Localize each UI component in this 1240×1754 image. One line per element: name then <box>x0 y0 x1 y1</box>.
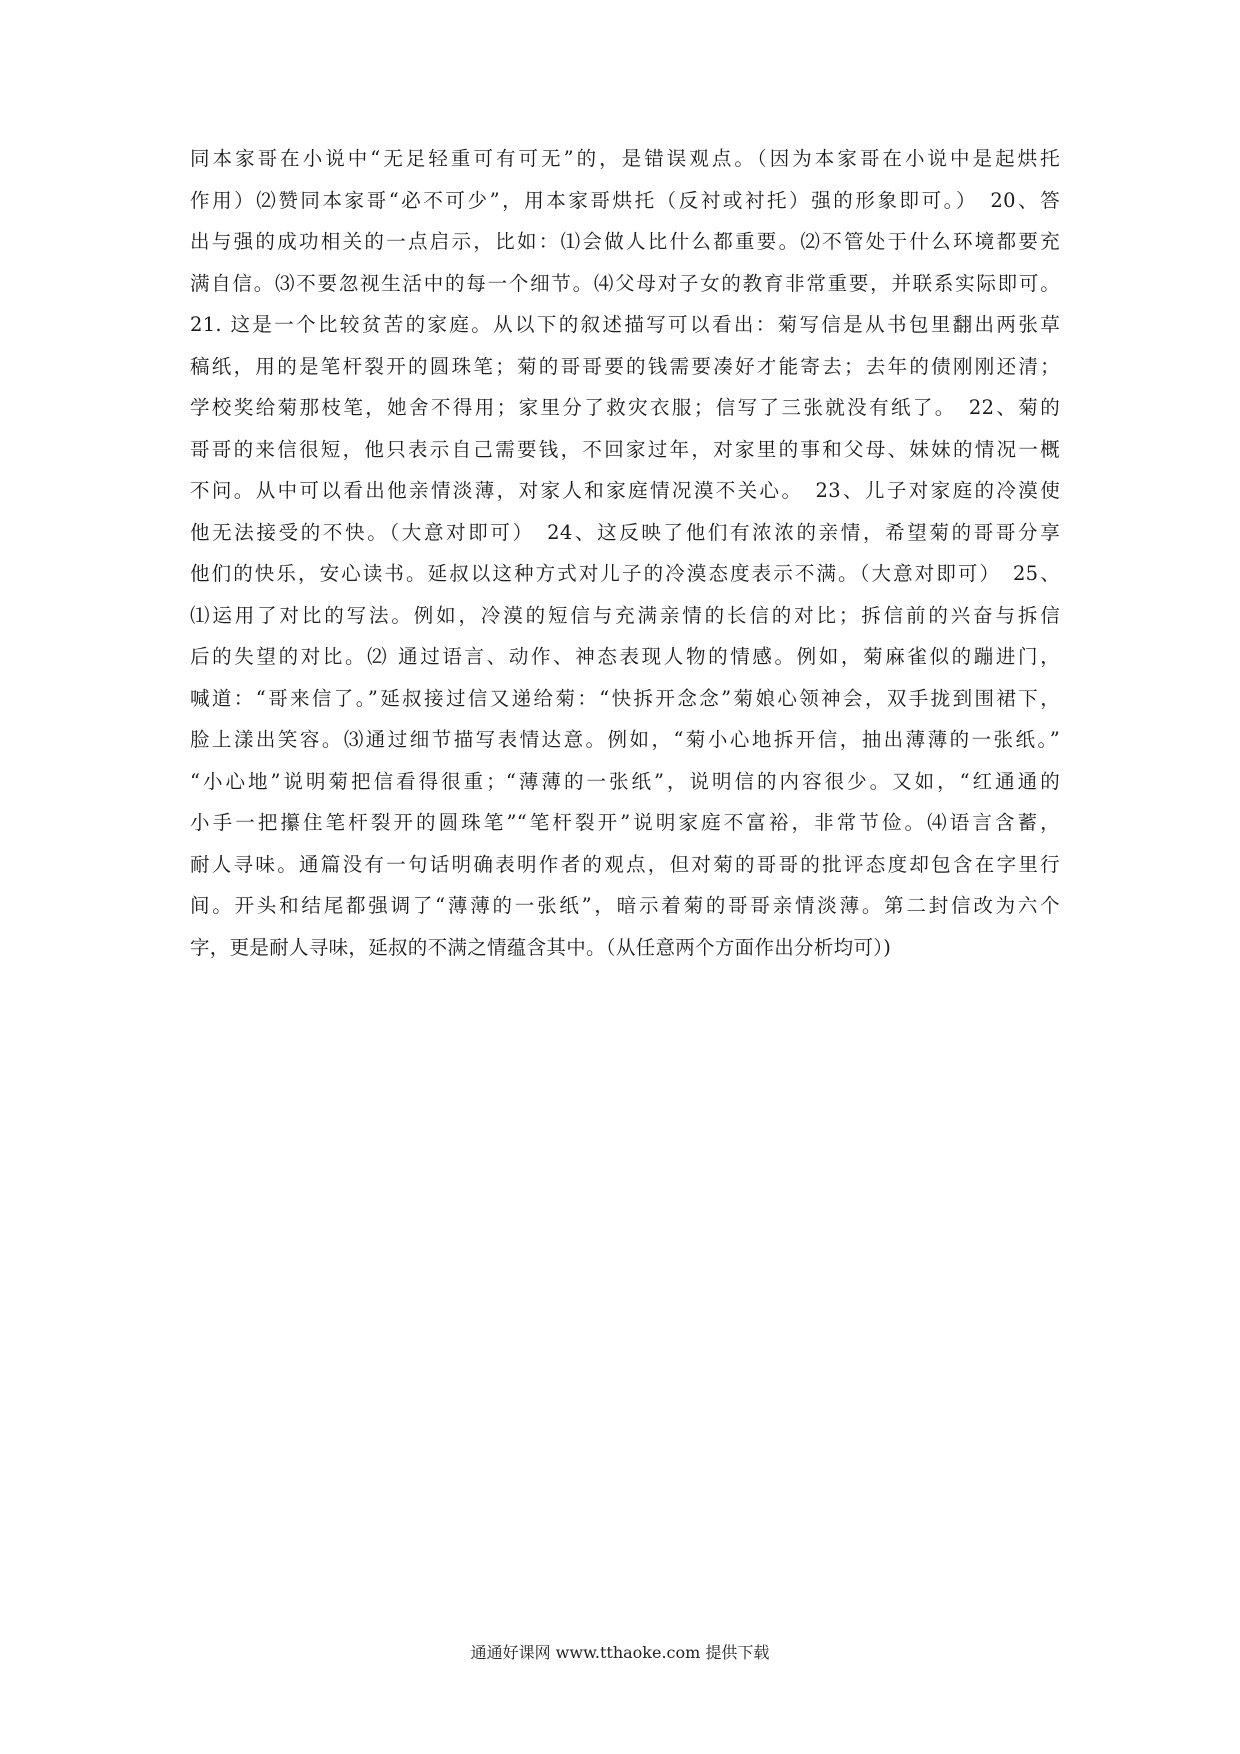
text-line: 同本家哥在小说中“无足轻重可有可无”的，是错误观点。（因为本家哥在小说中是起烘托 <box>190 147 1060 170</box>
text-line: 出与强的成功相关的一点启示，比如：⑴会做人比什么都重要。⑵不管处于什么环境都要充 <box>190 230 1060 253</box>
text-line: “小心地”说明菊把信看得很重；“薄薄的一张纸”，说明信的内容很少。又如，“红通通的 <box>190 769 1060 793</box>
text-line: ⑴运用了对比的写法。例如，冷漠的短信与充满亲情的长信的对比；拆信前的兴奋与拆信 <box>190 603 1060 627</box>
text-line: 21. 这是一个比较贫苦的家庭。从以下的叙述描写可以看出：菊写信是从书包里翻出两张草 <box>190 313 1060 336</box>
text-line: 满自信。⑶不要忽视生活中的每一个细节。⑷父母对子女的教育非常重要，并联系实际即可。 <box>190 271 1060 295</box>
text-line: 他们的快乐，安心读书。延叔以这种方式对儿子的冷漠态度表示不满。（大意对即可） 25、 <box>190 562 1060 585</box>
text-line: 作用）⑵赞同本家哥“必不可少”，用本家哥烘托（反衬或衬托）强的形象即可。） 20、答 <box>190 188 1060 212</box>
text-line: 耐人寻味。通篇没有一句话明确表明作者的观点，但对菊的哥哥的批评态度却包含在字里行 <box>190 852 1060 876</box>
text-line: 后的失望的对比。⑵ 通过语言、动作、神态表现人物的情感。例如，菊麻雀似的蹦进门， <box>190 645 1060 668</box>
text-line: 间。开头和结尾都强调了“薄薄的一张纸”，暗示着菊的哥哥亲情淡薄。第二封信改为六个 <box>190 894 1060 917</box>
page-footer: 通通好课网 www.tthaoke.com 提供下载 <box>470 1643 770 1662</box>
text-line: 稿纸，用的是笔杆裂开的圆珠笔；菊的哥哥要的钱需要凑好才能寄去；去年的债刚刚还清； <box>190 354 1060 378</box>
text-line: 哥哥的来信很短，他只表示自己需要钱，不回家过年，对家里的事和父母、妹妹的情况一概 <box>190 437 1060 461</box>
text-line: 学校奖给菊那枝笔，她舍不得用；家里分了救灾衣服；信写了三张就没有纸了。 22、菊的 <box>190 396 1060 419</box>
text-line: 他无法接受的不快。（大意对即可） 24、这反映了他们有浓浓的亲情，希望菊的哥哥分享 <box>190 520 1060 544</box>
text-line: 字，更是耐人寻味，延叔的不满之情蕴含其中。（从任意两个方面作出分析均可）) <box>190 935 892 959</box>
text-line: 脸上漾出笑容。⑶通过细节描写表情达意。例如，“菊小心地拆开信，抽出薄薄的一张纸。” <box>190 728 1060 751</box>
answer-text-body <box>190 138 1060 968</box>
text-line: 不问。从中可以看出他亲情淡薄，对家人和家庭情况漠不关心。 23、儿子对家庭的冷漠使 <box>190 479 1060 502</box>
text-line: 小手一把攥住笔杆裂开的圆珠笔”“笔杆裂开”说明家庭不富裕，非常节俭。⑷语言含蓄， <box>190 811 1060 834</box>
text-line: 喊道：“哥来信了。”延叔接过信又递给菊：“快拆开念念”菊娘心领神会，双手拢到围裙下， <box>190 686 1060 710</box>
